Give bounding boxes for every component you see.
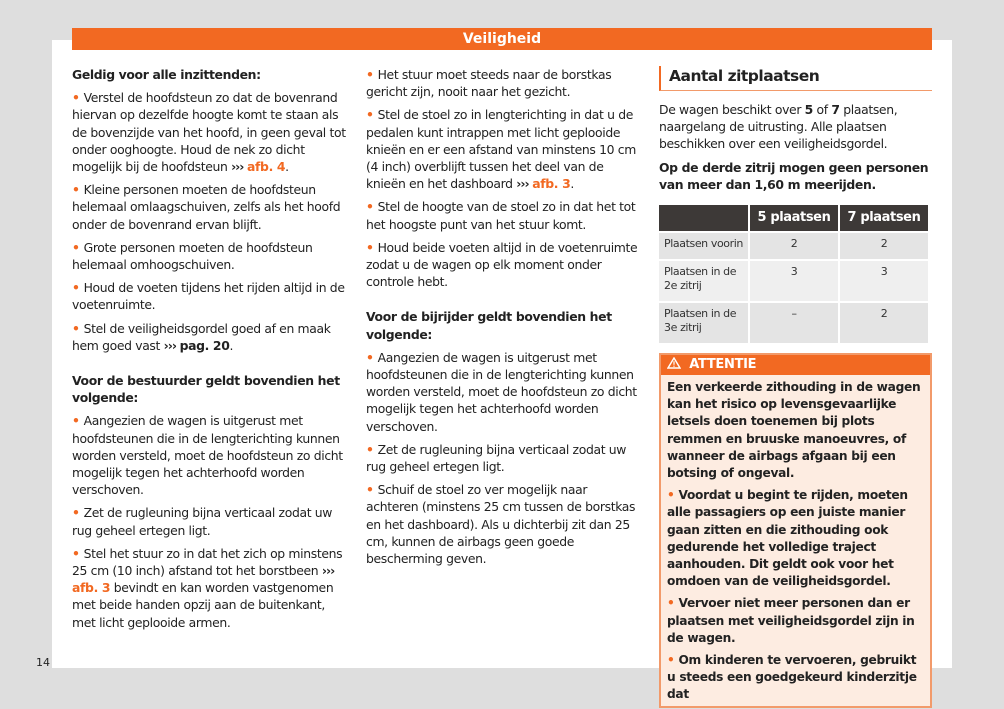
warning-item: • Voordat u begint te rijden, moeten alle passagiers op een juiste manier gaan zitten en die zithouding ook gedurende het volledige traject aanhouden. Dit geldt ook voor het omdoen van de veiligheidsgordel. (667, 488, 908, 589)
bullet-icon: • (72, 90, 80, 106)
intro-paragraph: De wagen beschikt over 5 of 7 plaatsen, naargelang de uitrusting. Alle plaatsen beschikken over een veiligheidsgordel. (659, 102, 898, 152)
bullet-icon: • (667, 596, 675, 611)
bullet-icon: • (72, 280, 80, 296)
chapter-header: Veiligheid (72, 28, 932, 50)
bullet-icon: • (72, 413, 80, 429)
bullet-icon: • (366, 441, 374, 457)
table-row (659, 233, 928, 259)
bullet-icon: • (72, 239, 80, 255)
figure-link[interactable]: afb. 4 (247, 159, 286, 175)
subheading-driver: Voor de bestuurder geldt bovendien het volgende: (72, 373, 340, 406)
arrow-ref-icon: ››› (163, 337, 176, 353)
list-item: • Grote personen moeten de hoofdsteun helemaal omhoogschuiven. (72, 239, 313, 273)
table-cell: 2 (840, 233, 928, 259)
bullet-icon: • (72, 545, 80, 561)
list-item: • Aangezien de wagen is uitgerust met hoofdsteunen die in de lengterichting kunnen worden versteld, moet de hoofdsteun zo dicht mogelijk tegen het achterhoofd worden verschoven. (72, 413, 343, 498)
arrow-ref-icon: ››› (321, 563, 335, 579)
bullet-icon: • (72, 320, 80, 336)
column-1 (72, 66, 348, 637)
list-item: • Stel het stuur zo in dat het zich op minstens 25 cm (10 inch) afstand tot het borstbeen ››› afb. 3 bevindt en kan worden vastgenomen met beide handen opzij aan de buitenkant, met licht geplooide armen. (72, 545, 343, 630)
bullet-icon: • (366, 482, 374, 498)
bullet-icon: • (366, 239, 374, 255)
page-number: 14 (36, 656, 50, 669)
list-item: • Stel de hoogte van de stoel zo in dat het tot het hoogste punt van het stuur komt. (366, 199, 636, 232)
list-item: • Stel de veiligheidsgordel goed af en maak hem goed vast ››› pag. 20. (72, 320, 331, 353)
list-item: • Zet de rugleuning bijna verticaal zodat uw rug geheel ertegen ligt. (366, 441, 627, 475)
figure-link[interactable]: afb. 3 (532, 176, 571, 192)
table-header: 7 plaatsen (840, 205, 928, 231)
list-item: • Houd beide voeten altijd in de voetenruimte zodat u de wagen op elk moment onder controle hebt. (366, 239, 638, 290)
column-3 (659, 66, 932, 708)
table-header (659, 205, 748, 231)
figure-link[interactable]: afb. 3 (72, 580, 111, 596)
subheading-all-occupants: Geldig voor alle inzittenden: (72, 67, 261, 82)
warning-box (659, 353, 932, 708)
arrow-ref-icon: ››› (231, 159, 244, 175)
list-item: • Kleine personen moeten de hoofdsteun helemaal omlaagschuiven, zelfs als het hoofd onder de bovenrand ervan blijft. (72, 182, 341, 232)
bullet-icon: • (667, 488, 675, 503)
bullet-icon: • (366, 199, 374, 215)
list-item: • Aangezien de wagen is uitgerust met hoofdsteunen die in de lengterichting kunnen worden versteld, moet de hoofdsteun zo dicht mogelijk tegen het achterhoofd worden verschoven. (366, 349, 637, 434)
warning-item: • Vervoer niet meer personen dan er plaatsen met veiligheidsgordel zijn in de wagen. (667, 596, 915, 645)
warning-item: • Om kinderen te vervoeren, gebruikt u steeds een goedgekeurd kinderzitje dat (667, 653, 917, 702)
bullet-icon: • (72, 505, 80, 521)
bullet-icon: • (366, 349, 374, 365)
table-cell: 2 (840, 303, 928, 343)
page-link[interactable]: pag. 20 (179, 337, 230, 353)
table-cell: 2 (750, 233, 838, 259)
warning-body (661, 375, 930, 706)
list-item: • Stel de stoel zo in lengterichting in dat u de pedalen kunt intrappen met licht geplooide knieën en er een afstand van minstens 10 cm (4 inch) overblijft tussen het deel van de knieën en het dashboard ››› afb. 3. (366, 107, 636, 192)
list-item: • Het stuur moet steeds naar de borstkas gericht zijn, nooit naar het gezicht. (366, 67, 612, 100)
warning-intro: Een verkeerde zithouding in de wagen kan het risico op levensgevaarlijke letsels doen toenemen bij plots remmen en bruuske manoeuvres, of wanneer de airbags afgaan bij een botsing of ongeval. (667, 380, 921, 481)
bullet-icon: • (366, 67, 374, 82)
section-title: Aantal zitplaatsen (659, 66, 932, 91)
table-cell: Plaatsen voorin (659, 233, 748, 259)
bullet-icon: • (667, 653, 675, 668)
table-header: 5 plaatsen (750, 205, 838, 231)
bullet-icon: • (72, 182, 80, 198)
list-item: • Schuif de stoel zo ver mogelijk naar achteren (minstens 25 cm tussen de borstkas en het dashboard). Als u dichterbij zit dan 25 cm, kunnen de airbags geen goede bescherming geven. (366, 482, 636, 567)
table-row (659, 303, 928, 343)
warning-header (661, 355, 930, 375)
list-item: • Verstel de hoofdsteun zo dat de bovenrand hiervan op dezelfde hoogte komt te staan als de bovenzijde van het hoofd, in geen geval tot onder ooghoogte. Houd de nek zo dicht mogelijk bij de hoofdsteun ››› afb. 4. (72, 90, 346, 175)
table-cell: 3 (750, 261, 838, 301)
list-item: • Zet de rugleuning bijna verticaal zodat uw rug geheel ertegen ligt. (72, 505, 333, 538)
list-item: • Houd de voeten tijdens het rijden altijd in de voetenruimte. (72, 280, 345, 313)
table-cell: 3 (840, 261, 928, 301)
warning-title: ATTENTIE (689, 357, 757, 373)
warning-triangle-icon (667, 357, 685, 372)
table-cell: – (750, 303, 838, 343)
table-cell: Plaatsen in de 3e zitrij (659, 303, 748, 343)
third-row-note: Op de derde zitrij mogen geen personen van meer dan 1,60 m meerijden. (659, 159, 929, 192)
table-row (659, 261, 928, 301)
table-cell: Plaatsen in de 2e zitrij (659, 261, 748, 301)
table-header-row (659, 205, 928, 231)
arrow-ref-icon: ››› (516, 176, 529, 192)
bullet-icon: • (366, 107, 374, 123)
subheading-passenger: Voor de bijrijder geldt bovendien het volgende: (366, 309, 612, 342)
seat-table (657, 203, 930, 345)
column-2 (366, 66, 642, 573)
